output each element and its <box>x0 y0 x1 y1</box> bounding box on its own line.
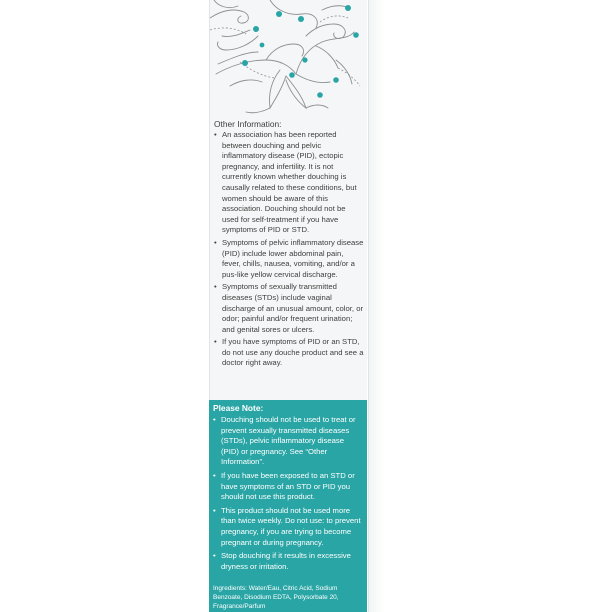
adjacent-panel-edge <box>368 0 385 612</box>
list-item: • Douching should not be used to treat or prevent sexually transmitted diseases (STDs), pelvic inflammatory disease (PID) or pregnancy. See “Other Information”. <box>213 415 363 468</box>
list-item: • If you have symptoms of PID or an STD, do not use any douche product and see a doctor right away. <box>214 337 364 369</box>
floral-illustration-icon <box>210 0 367 120</box>
other-information-heading: Other Information: <box>214 119 282 129</box>
please-note-list <box>213 415 363 575</box>
list-item: • If you have been exposed to an STD or have symptoms of an STD or PID you should not use this product. <box>213 471 363 503</box>
list-item: • An association has been reported between douching and pelvic inflammatory disease (PID), ectopic pregnancy, and infertility. It is not currently known whether douching is causally related to these conditions, but women should be aware of this association. Douching should not be used for self-treatment if you have symptoms of PID or STD. <box>214 130 364 236</box>
list-item: • Symptoms of pelvic inflammatory disease (PID) include lower abdominal pain, fever, chills, nausea, vomiting, and/or a pus-like yellow cervical discharge. <box>214 238 364 280</box>
other-information-list <box>214 130 364 371</box>
list-item: • Symptoms of sexually transmitted diseases (STDs) include vaginal discharge of an unusual amount, color, or odor; painful and/or frequent urination; and genital sores or ulcers. <box>214 282 364 335</box>
please-note-section <box>209 400 367 612</box>
list-item: • This product should not be used more than twice weekly. Do not use: to prevent pregnancy, if you are trying to become pregnant or during pregnancy. <box>213 506 363 548</box>
package-side-panel <box>209 0 367 612</box>
other-information-section <box>209 0 367 400</box>
please-note-heading: Please Note: <box>213 403 264 413</box>
ingredients-text: Ingredients: Water/Eau, Citric Acid, Sodium Benzoate, Disodium EDTA, Polysorbate 20, Fragrance/Parfum <box>213 585 339 610</box>
list-item: • Stop douching if it results in excessive dryness or irritation. <box>213 551 363 572</box>
